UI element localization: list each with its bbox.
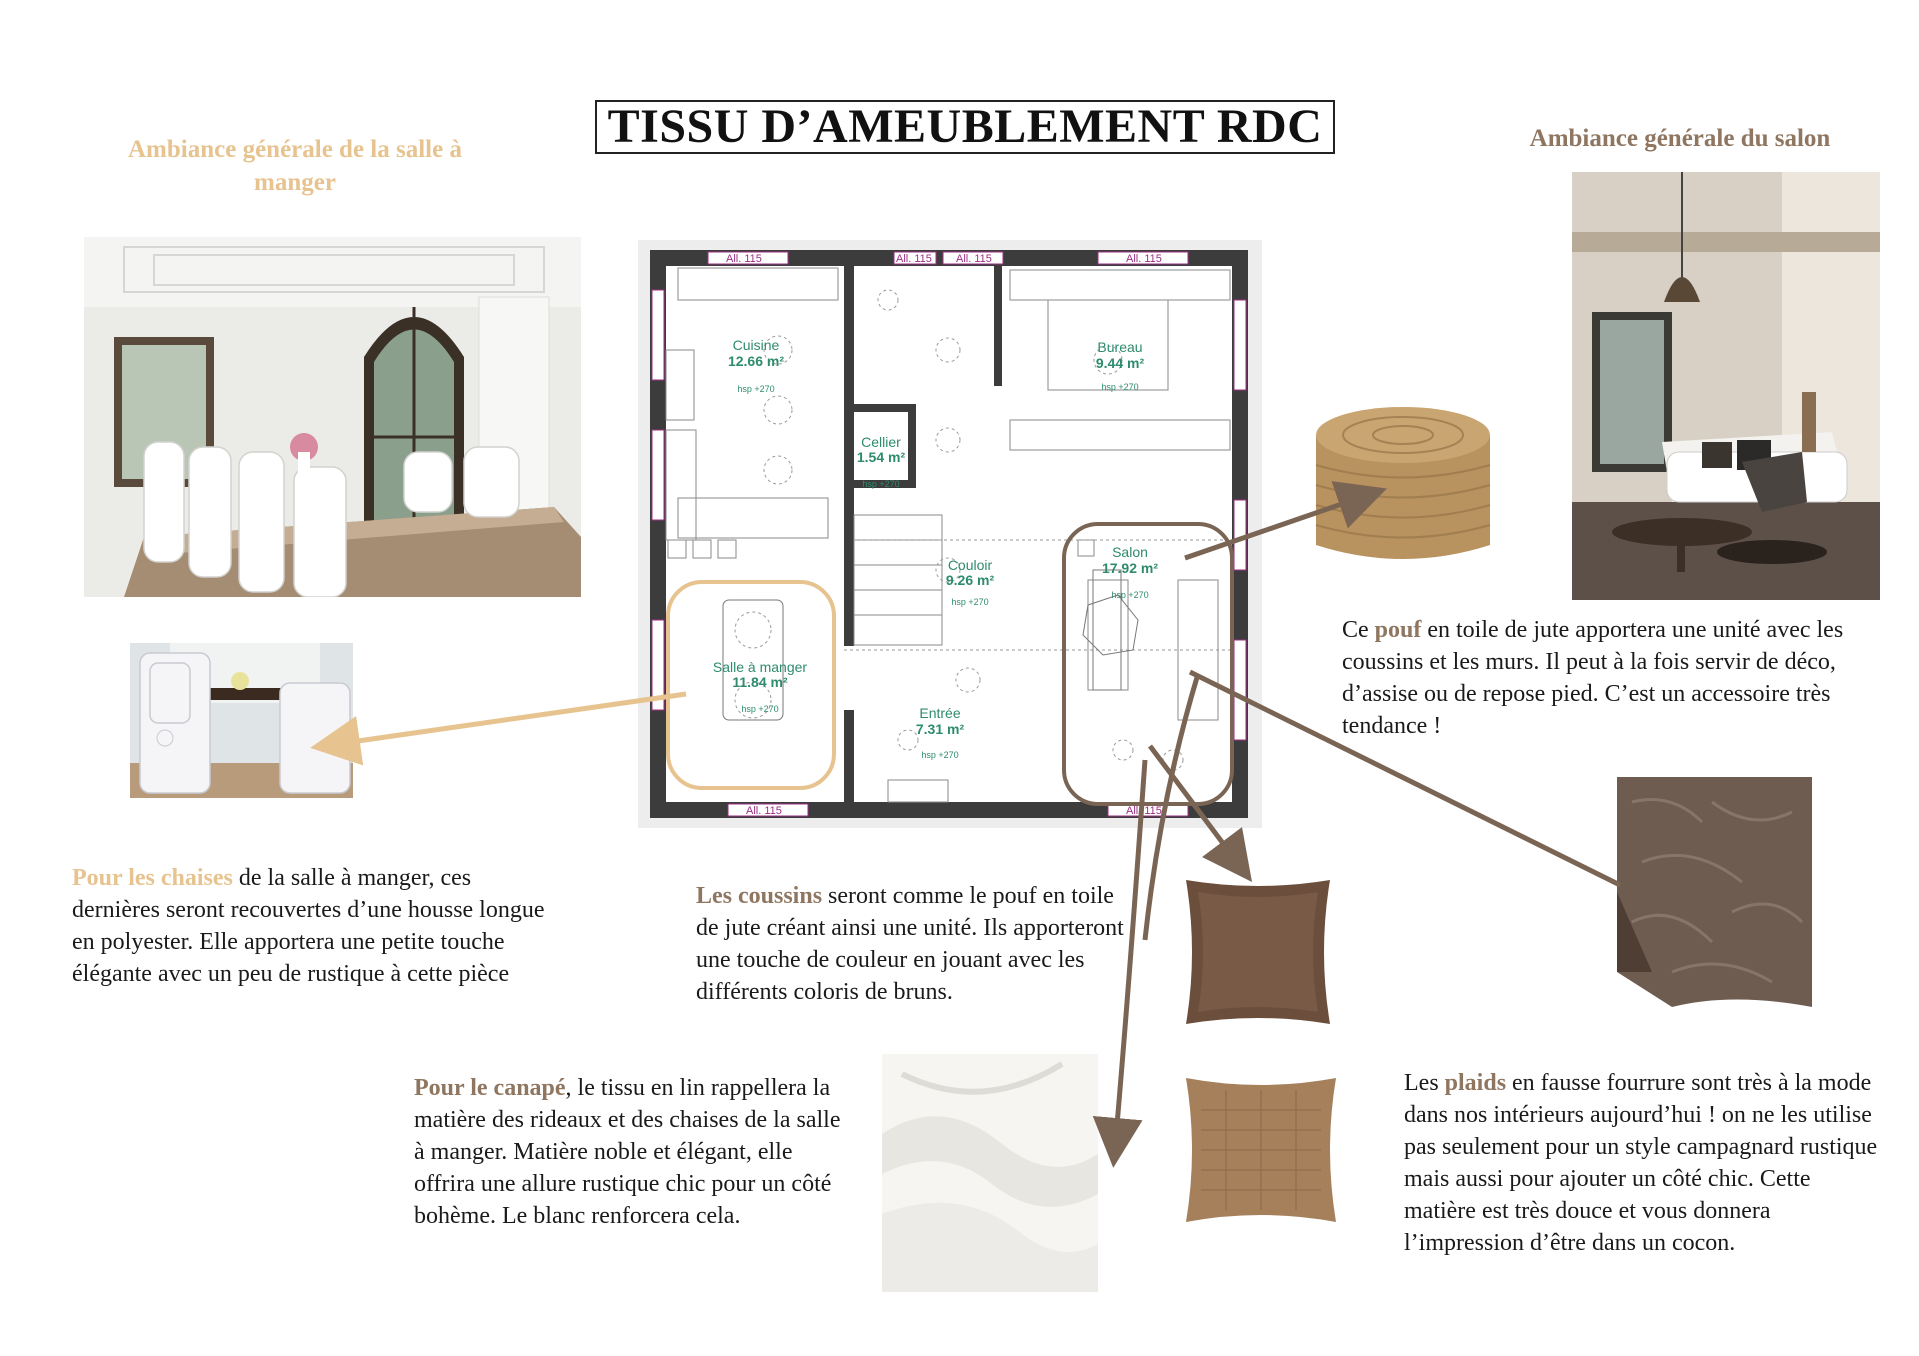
ambiance-living-label: Ambiance générale du salon bbox=[1529, 125, 1831, 152]
coussins-text: seront comme le pouf en toile de jute créant ainsi une unité. Ils apporteront une touche de couleur en jouant avec les différents coloris de bruns. bbox=[696, 883, 1124, 1005]
window-label: All. 115 bbox=[896, 253, 932, 265]
room-name: Salle à manger bbox=[712, 659, 808, 675]
room-area: 9.44 m² bbox=[1095, 355, 1145, 371]
window-label: All. 115 bbox=[1126, 805, 1162, 817]
plaids-text: en fausse fourrure sont très à la mode dans nos intérieurs aujourd’hui ! on ne les utilise pas seulement pour un style campagnard rustique mais aussi pour ajouter un côté chic. Cette matière est très douce et vous donnera l’impression d’être dans un cocon. bbox=[1404, 1070, 1878, 1256]
canape-text: , le tissu en lin rappellera la matière des rideaux et des chaises de la salle à manger. Matière noble et élégant, elle offrira une allure rustique chic pour un côté bohème. Le blanc renforcera cela. bbox=[414, 1075, 841, 1229]
room-hsp: hsp +270 bbox=[921, 750, 959, 760]
room-name: Cuisine bbox=[732, 337, 780, 353]
chaises-description bbox=[72, 862, 552, 990]
room-hsp: hsp +270 bbox=[1101, 382, 1139, 392]
room-hsp: hsp +270 bbox=[737, 384, 775, 394]
pouf-description bbox=[1342, 614, 1862, 742]
room-area: 7.31 m² bbox=[915, 721, 965, 737]
room-name: Entrée bbox=[919, 705, 961, 721]
room-hsp: hsp +270 bbox=[1111, 590, 1149, 600]
plaids-description bbox=[1404, 1067, 1884, 1259]
pouf-prefix: Ce bbox=[1342, 617, 1375, 643]
room-area: 12.66 m² bbox=[727, 353, 785, 369]
pouf-text: en toile de jute apportera une unité avec les coussins et les murs. Il peut à la fois servir de déco, d’assise ou de repose pied. C’est un accessoire très tendance ! bbox=[1342, 617, 1844, 739]
room-area: 1.54 m² bbox=[856, 449, 906, 465]
room-name: Couloir bbox=[947, 557, 993, 573]
room-name: Bureau bbox=[1097, 339, 1143, 355]
room-hsp: hsp +270 bbox=[741, 704, 779, 714]
canape-highlight: Pour le canapé bbox=[414, 1075, 566, 1101]
coussins-highlight: Les coussins bbox=[696, 883, 823, 909]
pouf-highlight: pouf bbox=[1374, 617, 1422, 643]
arrow-to-jute-cushion bbox=[1145, 674, 1198, 940]
chaises-highlight: Pour les chaises bbox=[72, 865, 233, 891]
page-title: TISSU D’AMEUBLEMENT RDC bbox=[595, 100, 1335, 154]
canape-description bbox=[414, 1072, 854, 1232]
window-label: All. 115 bbox=[956, 253, 992, 265]
room-area: 17.92 m² bbox=[1101, 560, 1159, 576]
room-name: Salon bbox=[1112, 544, 1148, 560]
chaises-text: de la salle à manger, ces dernières seront recouvertes d’une housse longue en polyester. Elle apportera une petite touche élégante avec un peu de rustique à cette pièce bbox=[72, 865, 545, 987]
room-name: Cellier bbox=[861, 434, 901, 450]
room-area: 9.26 m² bbox=[945, 572, 995, 588]
room-hsp: hsp +270 bbox=[862, 479, 900, 489]
room-hsp: hsp +270 bbox=[951, 597, 989, 607]
arrow-to-chairs bbox=[330, 694, 686, 745]
plaids-highlight: plaids bbox=[1444, 1070, 1507, 1096]
room-area: 11.84 m² bbox=[732, 674, 788, 690]
window-label: All. 115 bbox=[726, 253, 762, 265]
arrow-to-pouf bbox=[1185, 495, 1368, 558]
ambiance-dining-label: Ambiance générale de la salle à manger bbox=[128, 136, 462, 196]
plaids-prefix: Les bbox=[1404, 1070, 1445, 1096]
window-label: All. 115 bbox=[746, 805, 782, 817]
coussins-description bbox=[696, 880, 1136, 1008]
window-label: All. 115 bbox=[1126, 253, 1162, 265]
